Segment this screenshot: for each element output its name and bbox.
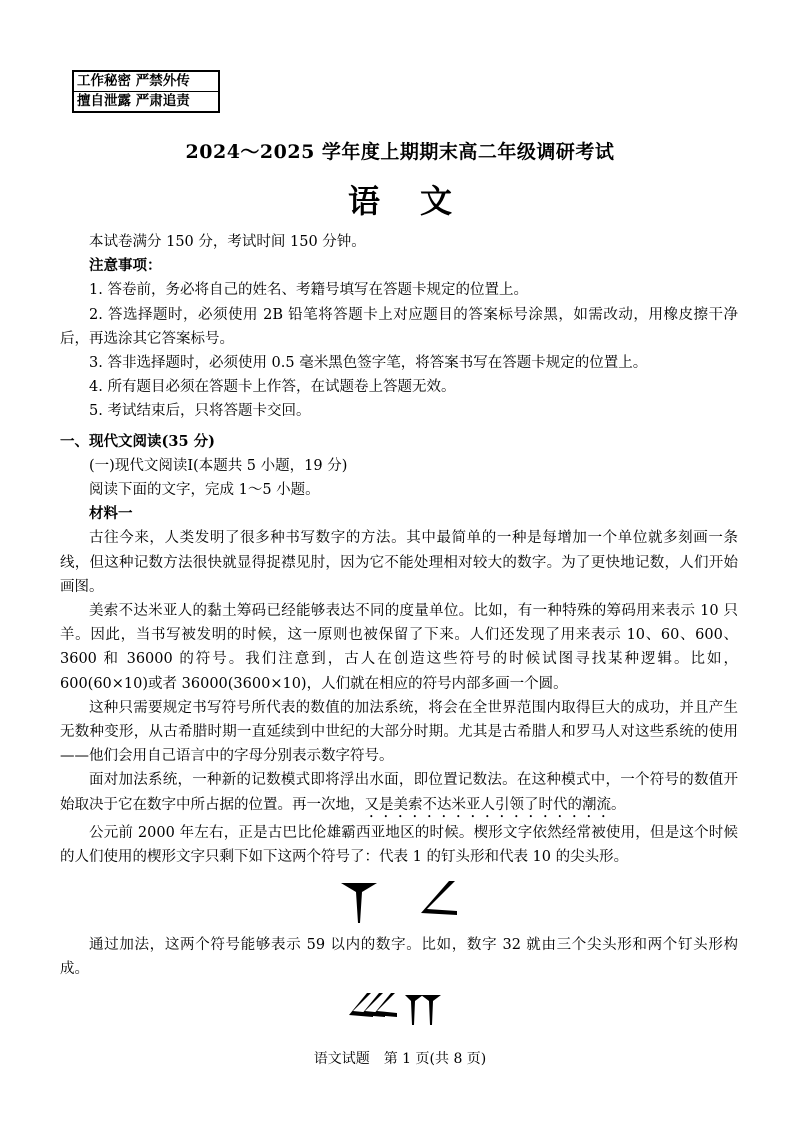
cuneiform-32-icon <box>349 991 449 1031</box>
page-footer: 语文试题 第 1 页(共 8 页) <box>313 1051 487 1067</box>
notice-item: 4. 所有题目必须在答题卡上作答，在试题卷上答题无效。 <box>89 379 456 396</box>
paragraph: 古往今来，人类发明了很多种书写数字的方法。其中最简单的一种是每增加一个单位就多刻画一条线，但这种记数方法很快就显得捉襟见肘，因为它不能处理相对较大的数字。为了更快地记数，人们开始画图。 <box>60 530 738 595</box>
material-label: 材料一 <box>89 505 133 523</box>
exam-title: 2024～2025 学年度上期期末高二年级调研考试 <box>185 141 615 163</box>
paragraph: 美索不达米亚人的黏土筹码已经能够表达不同的度量单位。比如，有一种特殊的筹码用来表示 10 只羊。因此，当书写被发明的时候，这一原则也被保留了下来。人们还发现了用来表示 10、60、600、3600 和 36000 的符号。我们注意到，古人在创造这些符号的时候试图寻找某种逻辑。比如，600(60×10)或者 36000(3600×10)，人们就在相应的符号内部多画一个圆。 <box>60 603 738 692</box>
confidential-stamp <box>72 70 220 113</box>
score-line: 本试卷满分 150 分，考试时间 150 分钟。 <box>89 234 366 250</box>
paragraph: 通过加法，这两个符号能够表示 59 以内的数字。比如，数字 32 就由三个尖头形和两个钉头形构成。 <box>60 937 738 978</box>
notice-heading: 注意事项： <box>89 257 162 275</box>
notice-item: 3. 答非选择题时，必须使用 0.5 毫米黑色签字笔，将答案书写在答题卡规定的位置上。 <box>89 355 648 372</box>
paragraph: 公元前 2000 年左右，正是古巴比伦雄霸西亚地区的时候。楔形文字依然经常被使用，但是这个时候的人们使用的楔形文字只剩下如下这两个符号了：代表 1 的钉头形和代表 10 的尖头形。 <box>60 824 738 865</box>
paragraph: 这种只需要规定书写符号所代表的数值的加法系统，将会在全世界范围内取得巨大的成功，并且产生无数种变形，从古希腊时期一直延续到中世纪的大部分时期。尤其是古希腊人和罗马人对这些系统的使用——他们会用自己语言中的字母分别表示数字符号。 <box>60 699 738 765</box>
sub-section-heading: (一)现代文阅读Ⅰ(本题共 5 小题，19 分) <box>89 457 348 474</box>
notice-item: 5. 考试结束后，只将答题卡交回。 <box>89 403 311 420</box>
angle-symbol-icon <box>419 879 459 925</box>
nail-head-symbol-icon <box>339 879 379 925</box>
subject-title: 语文 <box>347 182 492 220</box>
emphasized-text: 又是美索不达米亚人引领了时代的潮流 <box>364 796 611 813</box>
paragraph-text: 面对加法系统，一种新的记数模式即将浮出水面，即位置记数法。在这种模式中，一个符号的数值开始取决于它在数字中所占据的位置。再一次地， <box>60 772 738 813</box>
paragraph <box>60 768 738 820</box>
instruction: 阅读下面的文字，完成 1～5 小题。 <box>89 482 320 499</box>
cuneiform-symbols-figure <box>60 879 738 925</box>
document-body <box>60 230 738 1039</box>
notice-item: 1. 答卷前，务必将自己的姓名、考籍号填写在答题卡规定的位置上。 <box>89 282 528 299</box>
number-32-figure <box>60 991 738 1031</box>
paragraph-text: 。 <box>611 796 626 813</box>
confidential-line: 擅自泄露 严肃追责 <box>74 91 218 111</box>
confidential-line: 工作秘密 严禁外传 <box>77 73 190 89</box>
section-heading: 一、现代文阅读(35 分) <box>60 432 215 450</box>
notice-item: 2. 答选择题时，必须使用 2B 铅笔将答题卡上对应题目的答案标号涂黑，如需改动，用橡皮擦干净后，再选涂其它答案标号。 <box>60 306 738 347</box>
